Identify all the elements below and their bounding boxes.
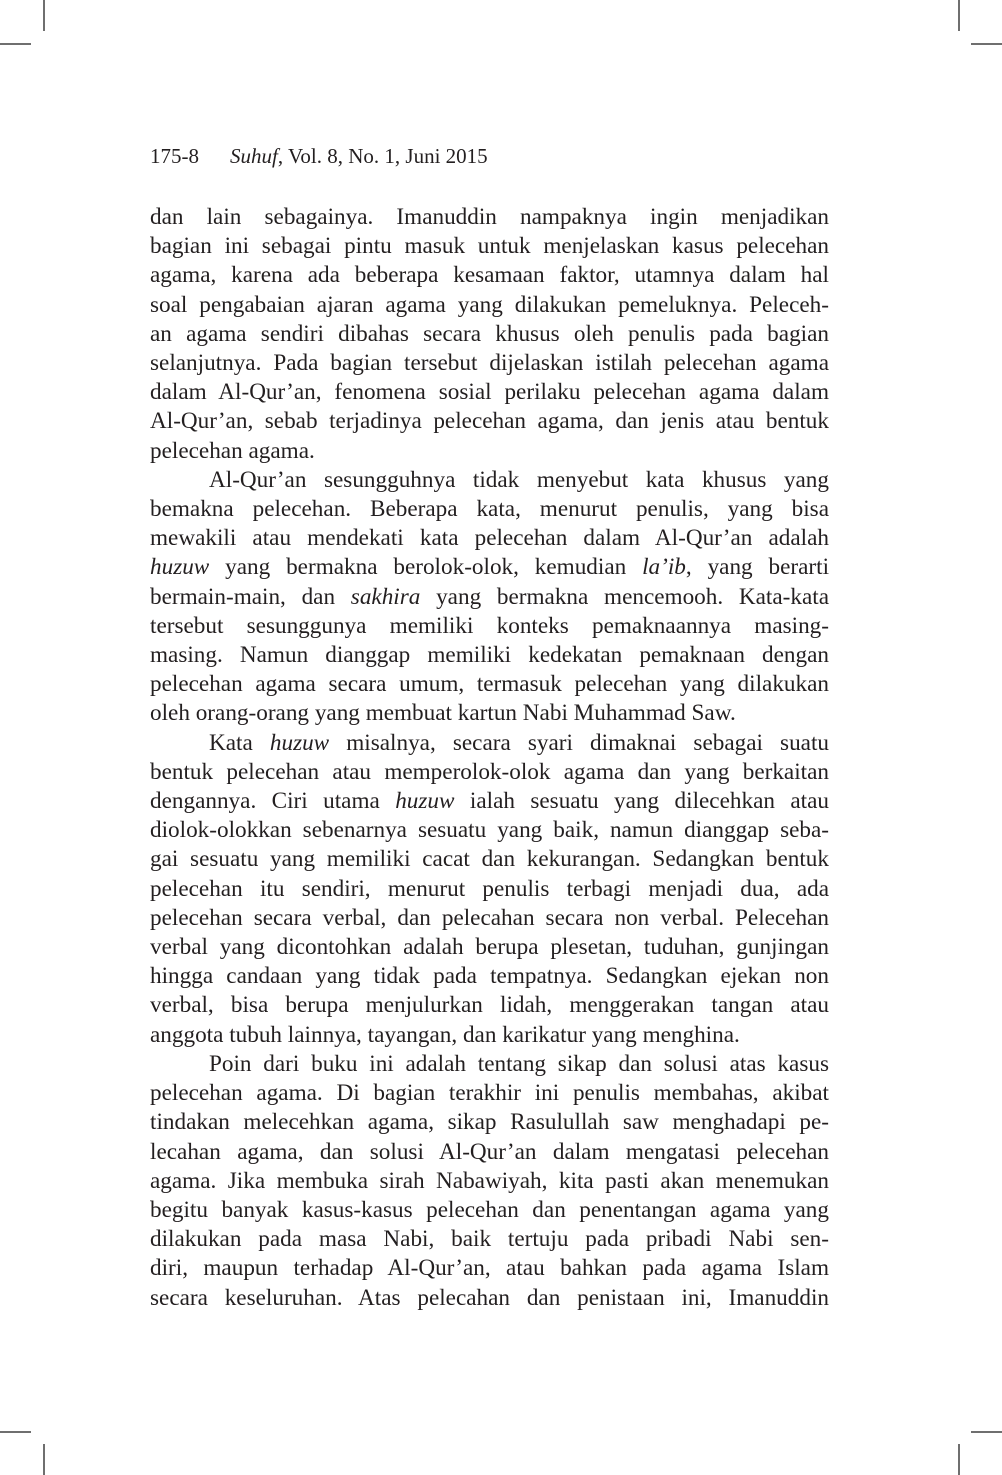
text-line [150,962,829,991]
text-line [150,787,829,816]
text-run: lecahan agama, dan solusi Al-Qur’an dalam mengatasi pelecehan [150,1138,829,1165]
text-run: pelecehan agama secara umum, termasuk pelecehan yang dilakukan [150,671,829,698]
paragraph [150,729,829,1050]
text-run: verbal yang dicontohkan adalah berupa plesetan, tuduhan, gunjingan [150,934,829,961]
text-run: misalnya, secara syari dimaknai sebagai suatu [329,729,829,756]
text-line [150,816,829,845]
text-run: yang bermakna mencemooh. Kata-kata [420,583,829,610]
article-body [150,203,829,1313]
text-line [150,320,829,349]
text-line [150,583,829,612]
crop-mark-top-left-horizontal [0,43,31,45]
text-line [150,641,829,670]
text-run: bagian ini sebagai pintu masuk untuk menjelaskan kasus pelecehan [150,233,829,260]
text-run: pelecehan secara verbal, dan pelecahan secara non verbal. Pelecehan [150,904,829,931]
text-run: Al-Qur’an sesungguhnya tidak menyebut kata khusus yang [209,466,829,493]
text-run: bentuk pelecehan atau memperolok-olok agama dan yang berkaitan [150,758,829,785]
text-run: oleh orang-orang yang membuat kartun Nabi Muhammad Saw. [150,700,736,727]
italic-term: huzuw [395,788,455,815]
text-line [150,349,829,378]
text-run: mewakili atau mendekati kata pelecehan dalam Al-Qur’an adalah [150,525,829,552]
text-run: bemakna pelecehan. Beberapa kata, menurut penulis, yang bisa [150,496,829,523]
text-line [150,407,829,436]
text-run: agama. Jika membuka sirah Nabawiyah, kita pasti akan menemukan [150,1167,829,1194]
text-run: dan lain sebagainya. Imanuddin nampaknya ingin menjadikan [150,204,829,230]
text-run: , yang berarti [685,554,830,581]
text-line [150,612,829,641]
text-line [150,845,829,874]
text-run: pelecehan agama. [150,437,315,464]
text-run: Kata [209,729,270,756]
text-run: agama, karena ada beberapa kesamaan faktor, utamnya dalam hal [150,262,829,289]
text-run: verbal, bisa berupa menjulurkan lidah, menggerakan tangan atau [150,992,829,1019]
text-line [150,1079,829,1108]
paragraph [150,1050,829,1313]
italic-term: la’ib [642,554,686,581]
journal-title: Suhuf [230,144,278,168]
text-run: dengannya. Ciri utama [150,788,396,815]
crop-mark-bottom-right-vertical [958,1444,960,1475]
text-run: pelecehan agama. Di bagian terakhir ini penulis membahas, akibat [150,1080,829,1107]
page-number: 175-8 [150,144,199,168]
text-line [150,1196,829,1225]
text-run: diolok-olokkan sebenarnya sesuatu yang baik, namun dianggap seba- [150,817,829,844]
text-run: pelecehan itu sendiri, menurut penulis terbagi menjadi dua, ada [150,875,829,902]
crop-mark-bottom-left-vertical [43,1444,45,1475]
crop-mark-top-left-vertical [43,0,45,31]
italic-term: sakhira [350,583,421,610]
text-line [150,904,829,933]
crop-mark-bottom-left-horizontal [0,1431,31,1433]
text-line [150,232,829,261]
text-line [150,758,829,787]
paragraph [150,203,829,466]
text-run: selanjutnya. Pada bagian tersebut dijelaskan istilah pelecehan agama [150,350,829,377]
text-line [150,466,829,495]
text-line [150,203,829,232]
italic-term: huzuw [269,729,330,756]
text-run: an agama sendiri dibahas secara khusus oleh penulis pada bagian [150,320,829,347]
text-line [150,553,829,582]
crop-mark-top-right-horizontal [971,43,1002,45]
text-run: gai sesuatu yang memiliki cacat dan kekurangan. Sedangkan bentuk [150,846,829,873]
text-run: Al-Qur’an, sebab terjadinya pelecehan agama, dan jenis atau bentuk [150,408,829,435]
text-run: dilakukan pada masa Nabi, baik tertuju pada pribadi Nabi sen- [150,1226,829,1253]
text-line [150,1254,829,1283]
text-line [150,1021,829,1050]
crop-mark-top-right-vertical [958,0,960,31]
text-line [150,437,829,466]
text-run: hingga candaan yang tidak pada tempatnya. Sedangkan ejekan non [150,963,829,990]
crop-mark-bottom-right-horizontal [971,1431,1002,1433]
text-line [150,1167,829,1196]
text-run: secara keseluruhan. Atas pelecahan dan penistaan ini, Imanuddin [150,1284,829,1311]
journal-issue: , Vol. 8, No. 1, Juni 2015 [277,144,488,168]
text-run: tersebut sesunggunya memiliki konteks pemaknaannya masing- [150,612,829,639]
text-line [150,933,829,962]
text-run: begitu banyak kasus-kasus pelecehan dan penentangan agama yang [150,1196,829,1223]
text-line [150,1050,829,1079]
text-line [150,261,829,290]
text-run: ialah sesuatu yang dilecehkan atau [454,788,829,815]
text-line [150,1225,829,1254]
text-line [150,524,829,553]
running-header [150,144,488,169]
text-line [150,875,829,904]
text-line [150,291,829,320]
text-run: dalam Al-Qur’an, fenomena sosial perilaku pelecehan agama dalam [150,379,829,406]
text-run: yang bermakna berolok-olok, kemudian [209,554,643,581]
text-run: diri, maupun terhadap Al-Qur’an, atau bahkan pada agama Islam [150,1255,829,1282]
text-line [150,729,829,758]
text-run: anggota tubuh lainnya, tayangan, dan karikatur yang menghina. [150,1021,740,1048]
text-line [150,1284,829,1313]
text-line [150,991,829,1020]
text-line [150,1138,829,1167]
paragraph [150,466,829,729]
text-run: soal pengabaian ajaran agama yang dilakukan pemeluknya. Peleceh- [150,291,829,318]
text-run: bermain-main, dan [150,583,351,610]
text-run: masing. Namun dianggap memiliki kedekatan pemaknaan dengan [150,642,829,669]
italic-term: huzuw [150,554,210,581]
text-line [150,1108,829,1137]
text-run: tindakan melecehkan agama, sikap Rasulullah saw menghadapi pe- [150,1109,829,1136]
text-line [150,495,829,524]
text-line [150,699,829,728]
text-run: Poin dari buku ini adalah tentang sikap dan solusi atas kasus [209,1050,829,1077]
text-line [150,670,829,699]
text-line [150,378,829,407]
